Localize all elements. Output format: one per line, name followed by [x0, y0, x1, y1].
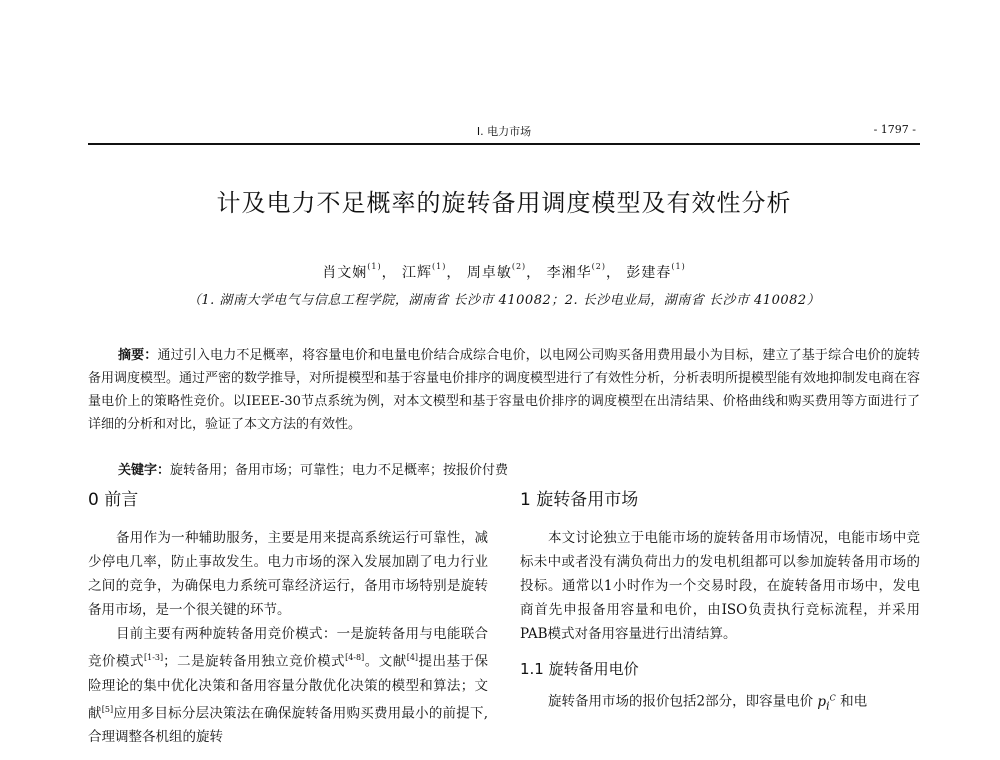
author-name: 肖文娴 [322, 265, 368, 281]
author-affil-mark: (1) [367, 262, 382, 271]
affiliation: （1. 湖南大学电气与信息工程学院，湖南省 长沙市 410082；2. 长沙电业局，湖南省 长沙市 410082） [187, 293, 821, 308]
math-superscript: C [829, 693, 836, 702]
abstract [88, 344, 920, 436]
paragraph [520, 686, 920, 718]
paragraph: 备用作为一种辅助服务，主要是用来提高系统运行可靠性，减少停电几率，防止事故发生。电力市场的深入发展加剧了电力行业之间的竞争，为确保电力系统可靠经济运行，备用市场特别是旋转备用市场，是一个很关键的环节。 [88, 530, 488, 618]
running-header [88, 121, 920, 145]
subsection-heading: 1.1 旋转备用电价 [520, 660, 639, 678]
author-name: 李湘华 [546, 265, 592, 281]
citation: [4] [406, 653, 419, 662]
citation: [4-8] [345, 653, 365, 662]
section-heading-intro: 0 前言 [88, 490, 139, 510]
text-run: 目前主要有两种旋转备用竞价模式：一是旋转备用与电能联合竞价模式 [88, 626, 488, 670]
author-list: 肖文娴$^{(1)}$， 江辉$^{(1)}$， 周卓敏$^{(2)}$， 李湘华$^{(2)}$， 彭建春$^{(1)}$ [322, 262, 686, 281]
math-subscript: i [826, 699, 830, 713]
section-heading-market: 1 旋转备用市场 [520, 490, 639, 510]
author-name: 彭建春 [626, 265, 672, 281]
abstract-text: 通过引入电力不足概率，将容量电价和电量电价结合成综合电价，以电网公司购买备用费用最小为目标，建立了基于综合电价的旋转备用调度模型。通过严密的数学推导，对所提模型和基于容量电价排序的调度模型进行了有效性分析，分析表明所提模型能有效地抑制发电商在容量电价上的策略性竞价。以IEEE-30节点系统为例，对本文模型和基于容量电价排序的调度模型在出清结果、价格曲线和购买费用等方面进行了详细的分析和对比，验证了本文方法的有效性。 [88, 348, 921, 432]
author-affil-mark: (2) [591, 262, 606, 271]
paper-title: 计及电力不足概率的旋转备用调度模型及有效性分析 [216, 189, 792, 217]
text-run: 和电 [835, 693, 868, 710]
citation: [1-3] [144, 653, 164, 662]
paragraph: 本文讨论独立于电能市场的旋转备用市场情况，电能市场中竞标未中或者没有满负荷出力的发电机组都可以参加旋转备用市场的投标。通常以1小时作为一个交易时段，在旋转备用市场中，发电商首先申报备用容量和电价，由ISO负责执行竞标流程，并采用PAB模式对备用容量进行出清结算。 [520, 530, 920, 642]
text-run: 应用多目标分层决策法在确保旋转备用购买费用最小的前提下,合理调整各机组的旋转 [88, 705, 489, 745]
author-affil-mark: (2) [511, 262, 527, 271]
author-affil-mark: (1) [671, 262, 686, 271]
paragraph [88, 622, 488, 749]
math-variable [817, 693, 836, 713]
abstract-label: 摘要： [118, 348, 158, 363]
header-section: I. 电力市场 [476, 125, 532, 138]
math-symbol: p [817, 693, 827, 710]
text-run: ；二是旋转备用独立竞价模式 [163, 653, 346, 670]
author-name: 周卓敏 [466, 265, 512, 281]
right-column [520, 488, 920, 718]
keywords-label: 关键字： [118, 463, 171, 478]
keywords [88, 459, 920, 482]
text-run: 旋转备用市场的报价包括2部分，即容量电价 [548, 693, 818, 710]
text-run: 提出基于保险理论的集中优化决策和备用容量分散优化决策的模型和算法；文献 [88, 653, 489, 721]
author-affil-mark: (1) [432, 262, 447, 271]
text-run: 。文献 [364, 653, 407, 670]
author-name: 江辉 [402, 265, 433, 281]
citation: [5] [101, 704, 114, 714]
page-number: - 1797 - [873, 123, 916, 136]
left-column [88, 488, 488, 749]
keywords-text: 旋转备用；备用市场；可靠性；电力不足概率；按报价付费 [170, 463, 509, 478]
